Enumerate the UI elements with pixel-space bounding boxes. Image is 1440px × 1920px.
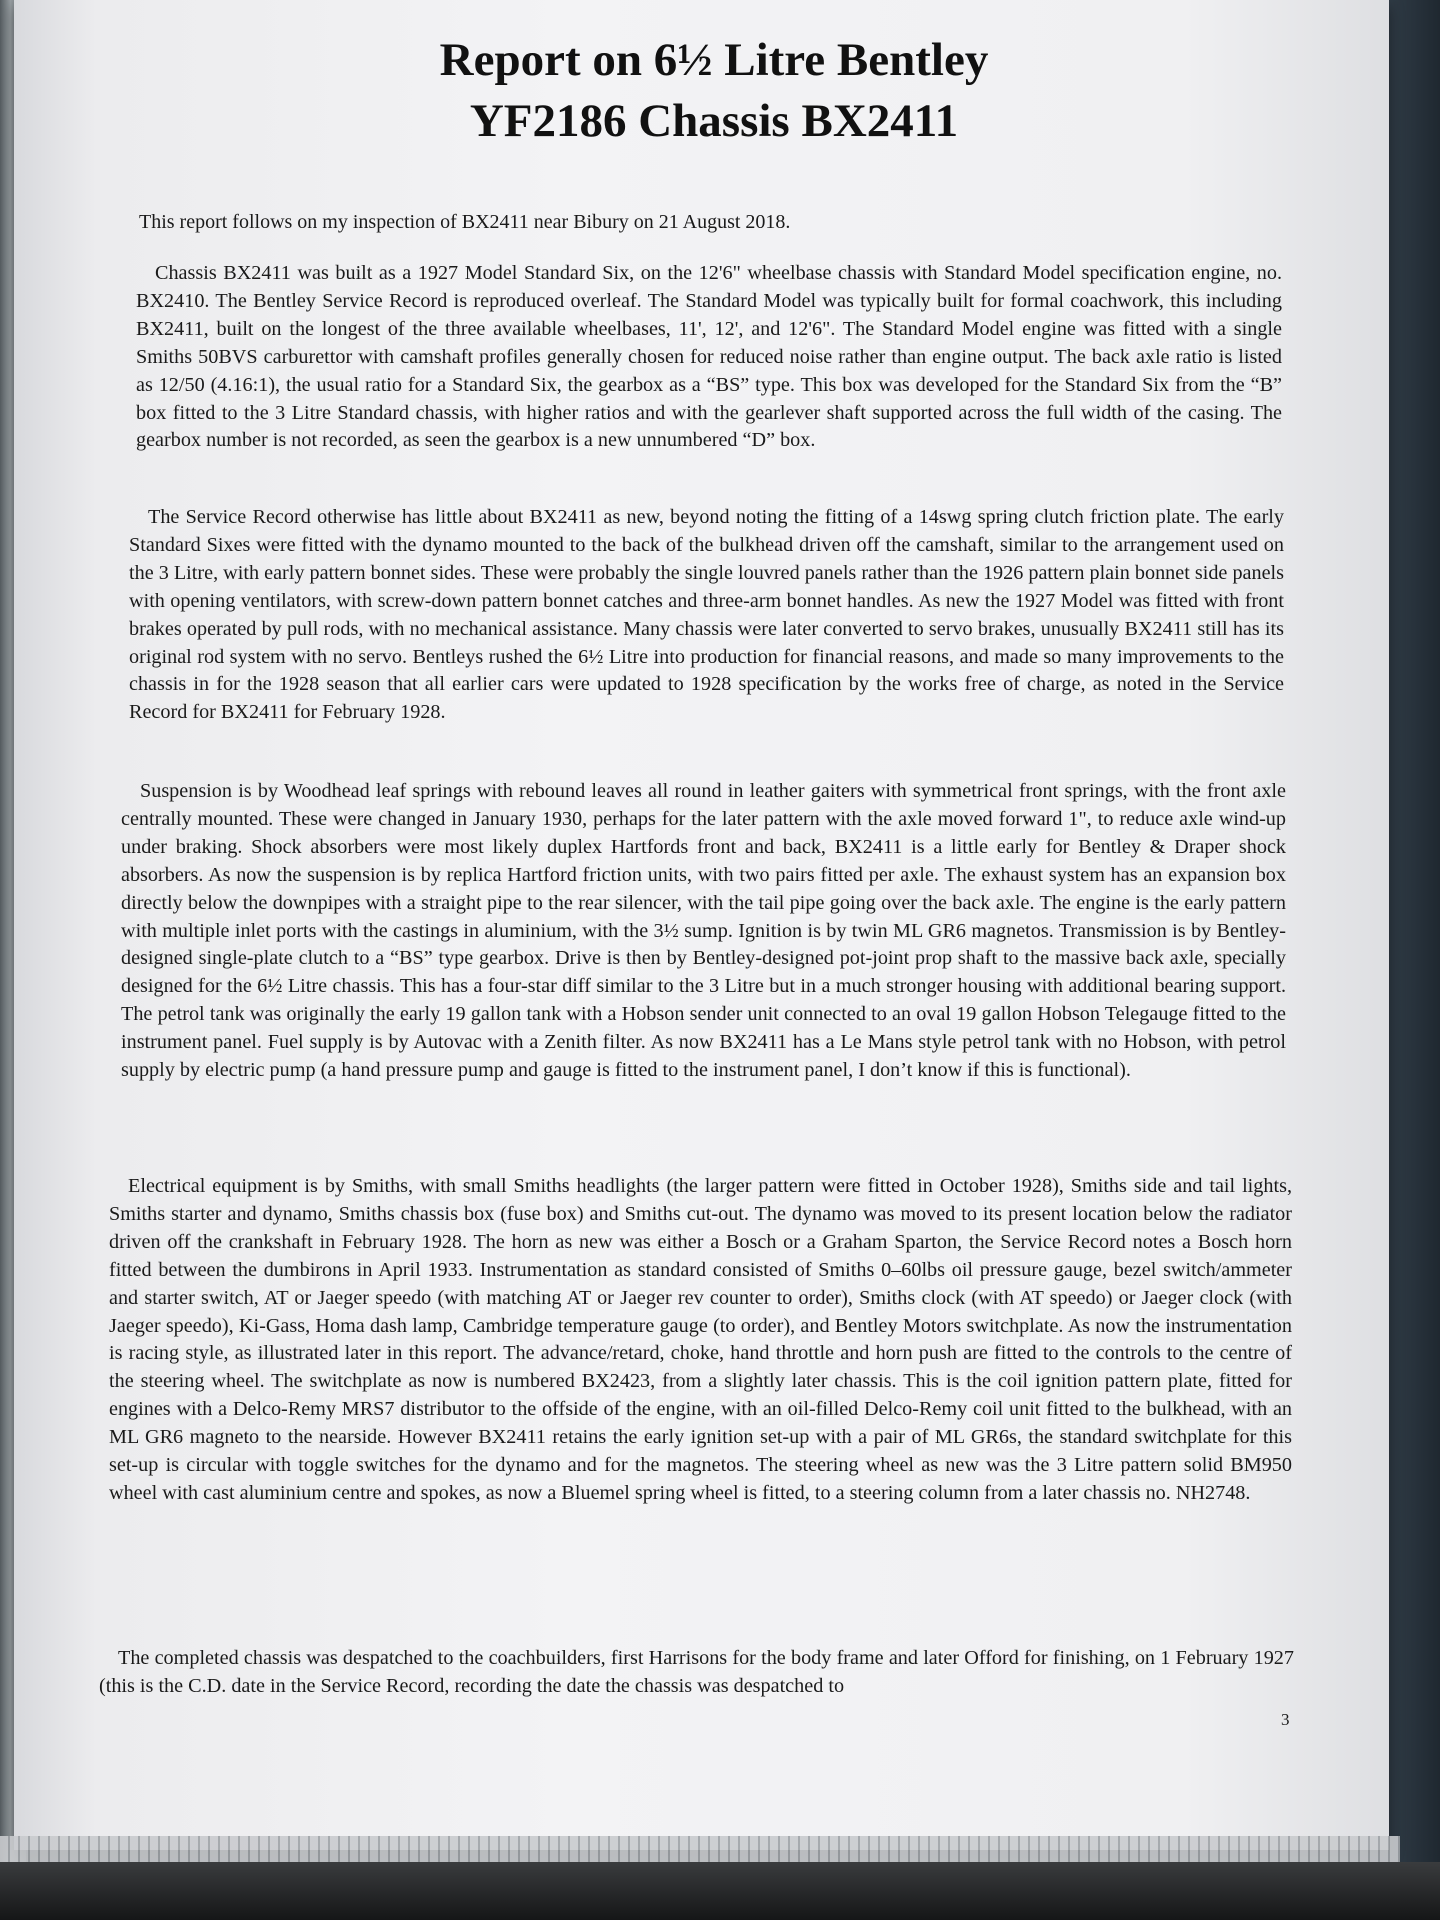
page-number: 3 <box>1281 1710 1290 1729</box>
paragraph-service-record: The Service Record otherwise has little about BX2411 as new, beyond noting the fitting of a 14swg spring clutch friction plate. The early Standard Sixes were fitted with the dynamo mounted to the back of the bulkhead driven off the camshaft, similar to the arrangement used on the 3 Litre, with early pattern bonnet sides. These were probably the single louvred panels rather than the 1926 pattern plain bonnet side panels with opening ventilators, with screw-down pattern bonnet catches and three-arm bonnet handles. As new the 1927 Model was fitted with front brakes operated by pull rods, with no mechanical assistance. Many chassis were later converted to servo brakes, unusually BX2411 still has its original rod system with no servo. Bentleys rushed the 6½ Litre into production for financial reasons, and made so many improvements to the chassis in for the 1928 season that all earlier cars were updated to 1928 specification by the works free of charge, as noted in the Service Record for BX2411 for February 1928. <box>129 506 1285 724</box>
intro-text: This report follows on my inspection of BX2411 near Bibury on 21 August 2018. <box>139 211 791 233</box>
paragraph-coachwork: The completed chassis was despatched to the coachbuilders, first Harrisons for the body frame and later Offord for finishing, on 1 February 1927 (this is the C.D. date in the Service Record, recording the date the chassis was despatched to <box>99 1647 1294 1697</box>
title-line-2: YF2186 Chassis BX2411 <box>469 95 959 147</box>
title-line-1: Report on 6½ Litre Bentley <box>439 34 989 86</box>
paragraph-suspension: Suspension is by Woodhead leaf springs with rebound leaves all round in leather gaiters with symmetrical front springs, with the front axle centrally mounted. These were changed in January 1930, perhaps for the later pattern with the axle moved forward 1", to reduce axle wind-up under braking. Shock absorbers were most likely duplex Hartfords front and back, BX2411 is a little early for Bentley & Draper shock absorbers. As now the suspension is by replica Hartford friction units, with two pairs fitted per axle. The exhaust system has an expansion box directly below the downpipes with a straight pipe to the rear silencer, with the tail pipe going over the back axle. The engine is the early pattern with multiple inlet ports with the castings in aluminium, with the 3½ sump. Ignition is by twin ML GR6 magnetos. Transmission is by Bentley-designed single-plate clutch to a “BS” type gearbox. Drive is then by Bentley-designed pot-joint prop shaft to the massive back axle, specially designed for the 6½ Litre chassis. This has a four-star diff similar to the 3 Litre but in a much stronger housing with additional bearing support. The petrol tank was originally the early 19 gallon tank with a Hobson sender unit connected to an oval 19 gallon Hobson Telegauge fitted to the instrument panel. Fuel supply is by Autovac with a Zenith filter. As now BX2411 has a Le Mans style petrol tank with no Hobson, with petrol supply by electric pump (a hand pressure pump and gauge is fitted to the instrument panel, I don’t know if this is functional). <box>121 780 1286 1082</box>
paragraph-electrical: Electrical equipment is by Smiths, with small Smiths headlights (the larger pattern were fitted in October 1928), Smiths side and tail lights, Smiths starter and dynamo, Smiths chassis box (fuse box) and Smiths cut-out. The dynamo was moved to its present location below the radiator driven off the crankshaft in February 1928. The horn as new was either a Bosch or a Graham Sparton, the Service Record notes a Bosch horn fitted between the dumbirons in April 1933. Instrumentation as standard consisted of Smiths 0–60lbs oil pressure gauge, bezel switch/ammeter and starter switch, AT or Jaeger speedo (with matching AT or Jaeger rev counter to order), Smiths clock (with AT speedo) or Jaeger clock (with Jaeger speedo), Ki-Gass, Homa dash lamp, Cambridge temperature gauge (to order), and Bentley Motors switchplate. As now the instrumentation is racing style, as illustrated later in this report. The advance/retard, choke, hand throttle and horn push are fitted to the controls to the centre of the steering wheel. The switchplate as now is numbered BX2423, from a slightly later chassis. This is the coil ignition pattern plate, fitted for engines with a Delco-Remy MRS7 distributor to the offside of the engine, with an oil-filled Delco-Remy coil unit fitted to the bulkhead, with an ML GR6 magneto to the nearside. However BX2411 retains the early ignition set-up with a pair of ML GR6s, the standard switchplate for this set-up is circular with toggle switches for the dynamo and for the magnetos. The steering wheel as new was the 3 Litre pattern solid BM950 wheel with cast aluminium centre and spokes, as now a Bluemel spring wheel is fitted, to a steering column from a later chassis no. NH2748. <box>109 1175 1292 1504</box>
page-title <box>14 30 1414 152</box>
page-content <box>14 0 1389 1850</box>
document-page <box>14 0 1389 1850</box>
plastic-sleeve-edge <box>0 1836 1400 1862</box>
table-surface <box>0 1862 1440 1920</box>
paragraph-chassis: Chassis BX2411 was built as a 1927 Model Standard Six, on the 12'6" wheelbase chassis with Standard Model specification engine, no. BX2410. The Bentley Service Record is reproduced overleaf. The Standard Model was typically built for formal coachwork, this including BX2411, built on the longest of the three available wheelbases, 11', 12', and 12'6". The Standard Model engine was fitted with a single Smiths 50BVS carburettor with camshaft profiles generally chosen for reduced noise rather than engine output. The back axle ratio is listed as 12/50 (4.16:1), the usual ratio for a Standard Six, the gearbox as a “BS” type. This box was developed for the Standard Six from the “B” box fitted to the 3 Litre Standard chassis, with higher ratios and with the gearlever shaft supported across the full width of the casing. The gearbox number is not recorded, as seen the gearbox is a new unnumbered “D” box. <box>136 262 1282 452</box>
